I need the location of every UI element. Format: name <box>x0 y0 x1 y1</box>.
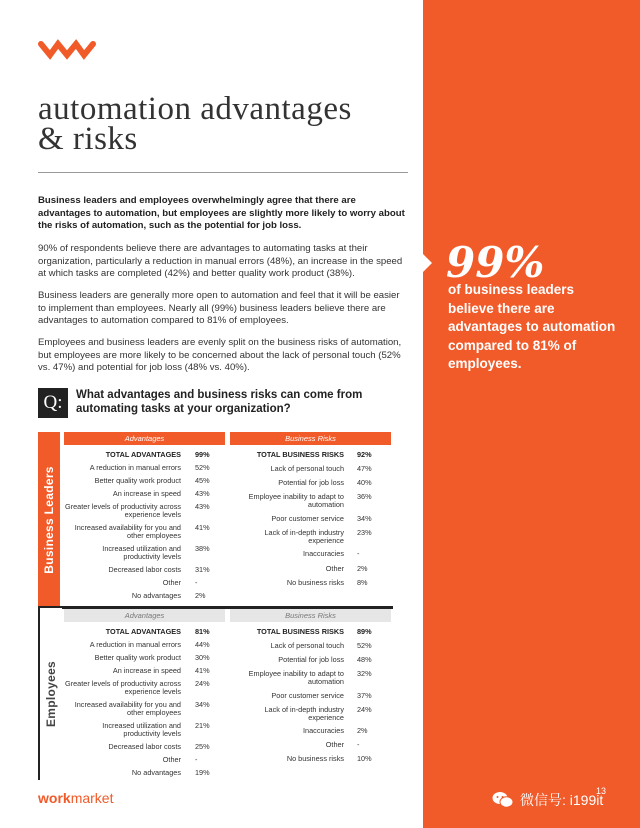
table-row-value: 34% <box>357 514 372 523</box>
table-row-label: Increased availability for you and other employees <box>74 523 181 540</box>
table-row-label: No business risks <box>286 754 344 763</box>
table-row-label: Poor customer service <box>271 514 344 523</box>
table-row-label: Better quality work product <box>94 476 181 485</box>
table-row-label: An increase in speed <box>112 666 181 675</box>
table-row-label: Increased availability for you and other employees <box>74 700 181 717</box>
table-row-value: 2% <box>195 591 206 600</box>
table-row-value: 92% <box>357 450 372 459</box>
table-row-value: 25% <box>195 742 210 751</box>
business-leaders-bar <box>38 432 60 608</box>
table-row-label: No advantages <box>131 591 181 600</box>
page-number: 13 <box>596 786 607 796</box>
table-row-value: 52% <box>195 463 210 472</box>
table-row-label: A reduction in manual errors <box>89 640 181 649</box>
table-row-value: 52% <box>357 641 372 650</box>
body-paragraph-1: 90% of respondents believe there are advantages to automating tasks at their organization, particularly a reduction in manual errors (48%), an increase in the speed at which tasks are completed (42%) and better quality work product (38%). <box>38 243 403 279</box>
table-row-label: Potential for job loss <box>278 478 344 487</box>
question-text: What advantages and business risks can come from automating tasks at your organization? <box>76 389 363 415</box>
table-row-value: 30% <box>195 653 210 662</box>
table-row-value: 2% <box>357 726 368 735</box>
table-row-label: Other <box>325 564 344 573</box>
table-row-value: 43% <box>195 489 210 498</box>
table-row-value: 99% <box>195 450 210 459</box>
table-row-value: 41% <box>195 523 210 532</box>
table-row-label: Increased utilization and productivity levels <box>102 544 181 561</box>
table-row-label: Other <box>325 740 344 749</box>
sidebar-panel <box>423 0 640 828</box>
table-row-value: 2% <box>357 564 368 573</box>
table-row-value: 81% <box>195 627 210 636</box>
table-row-value: - <box>195 578 198 587</box>
table-row-value: 41% <box>195 666 210 675</box>
table-row-label: Decreased labor costs <box>108 565 181 574</box>
table-row-value: 89% <box>357 627 372 636</box>
table-row-label: Greater levels of productivity across experience levels <box>65 502 181 519</box>
table-row-value: 34% <box>195 700 210 709</box>
footer-brand-work: work <box>38 790 71 806</box>
table-row-label: Inaccuracies <box>303 726 344 735</box>
table-row-label: Increased utilization and productivity levels <box>102 721 181 738</box>
table-row-label: Greater levels of productivity across experience levels <box>65 679 181 696</box>
table-row-value: 8% <box>357 578 368 587</box>
employees-label: Employees <box>44 660 58 728</box>
table-row-value: 23% <box>357 528 372 537</box>
table-row-value: 32% <box>357 669 372 678</box>
table-row-label: TOTAL ADVANTAGES <box>105 627 181 636</box>
table-row-label: Potential for job loss <box>278 655 344 664</box>
table-row-value: 45% <box>195 476 210 485</box>
business-leaders-label: Business Leaders <box>42 466 56 574</box>
table-row-value: 44% <box>195 640 210 649</box>
table-row-value: 47% <box>357 464 372 473</box>
table-row-value: - <box>357 740 360 749</box>
table-row-label: Lack of personal touch <box>270 641 344 650</box>
table-row-label: TOTAL BUSINESS RISKS <box>256 627 344 636</box>
table-row-value: 36% <box>357 492 372 501</box>
table-row-value: 10% <box>357 754 372 763</box>
table-row-value: 24% <box>195 679 210 688</box>
table-row-value: 43% <box>195 502 210 511</box>
table-row-value: 38% <box>195 544 210 553</box>
table-row-label: A reduction in manual errors <box>89 463 181 472</box>
body-paragraph-2: Business leaders are generally more open to automation and feel that it will be easier to implement than employees. Nearly all (99%) business leaders believe there are advantages to automation compared to 81% of employees. <box>38 290 400 326</box>
table-row-label: Other <box>162 755 181 764</box>
table-row-label: Lack of personal touch <box>270 464 344 473</box>
table-row-label: Lack of in-depth industry experience <box>264 528 344 545</box>
em-advantages-header: Advantages <box>64 609 225 622</box>
em-risks-header: Business Risks <box>230 609 391 622</box>
table-row-label: TOTAL BUSINESS RISKS <box>256 450 344 459</box>
title-divider <box>38 172 408 173</box>
table-row-value: 48% <box>357 655 372 664</box>
watermark-text: 微信号: i199it <box>520 792 604 808</box>
watermark <box>492 790 603 810</box>
pointer-arrow <box>423 254 432 272</box>
table-row-label: Better quality work product <box>94 653 181 662</box>
table-row-label: Poor customer service <box>271 691 344 700</box>
employees-bar <box>38 608 62 780</box>
table-row-value: 24% <box>357 705 372 714</box>
sidebar-stat-text: of business leaders believe there are advantages to automation compared to 81% of employees. <box>448 282 616 371</box>
table-row-label: Employee inability to adapt to automation <box>248 669 344 686</box>
table-row-label: Inaccuracies <box>303 549 344 558</box>
table-row-label: Lack of in-depth industry experience <box>264 705 344 722</box>
table-row-value: 37% <box>357 691 372 700</box>
table-row-label: Decreased labor costs <box>108 742 181 751</box>
page-title: automation advantages & risks <box>38 91 352 157</box>
footer-brand <box>38 790 113 806</box>
table-row-value: 19% <box>195 768 210 777</box>
question-badge: Q: <box>38 388 68 418</box>
table-row-value: 40% <box>357 478 372 487</box>
table-row-value: - <box>195 755 198 764</box>
table-row-value: - <box>357 549 360 558</box>
sidebar-stat: 99% <box>446 238 545 287</box>
footer-brand-market: market <box>70 790 114 806</box>
table-row-label: Employee inability to adapt to automation <box>248 492 344 509</box>
bl-risks-header: Business Risks <box>230 432 391 445</box>
body-paragraph-3: Employees and business leaders are evenly split on the business risks of automation, but employees are more likely to be concerned about the lack of personal touch (52% vs. 47%) and potential for job loss (48% vs. 40%). <box>38 337 402 373</box>
wechat-icon <box>492 791 514 809</box>
table-row-label: An increase in speed <box>112 489 181 498</box>
bl-advantages-header: Advantages <box>64 432 225 445</box>
table-row-value: 21% <box>195 721 210 730</box>
table-row-label: TOTAL ADVANTAGES <box>105 450 181 459</box>
table-row-value: 31% <box>195 565 210 574</box>
lead-paragraph: Business leaders and employees overwhelmingly agree that there are advantages to automation, but employees are slightly more likely to worry about the risks of automation, such as the potential for job loss. <box>38 195 405 231</box>
table-row-label: No advantages <box>131 768 181 777</box>
table-row-label: No business risks <box>286 578 344 587</box>
workmarket-logo <box>38 36 96 60</box>
table-row-label: Other <box>162 578 181 587</box>
